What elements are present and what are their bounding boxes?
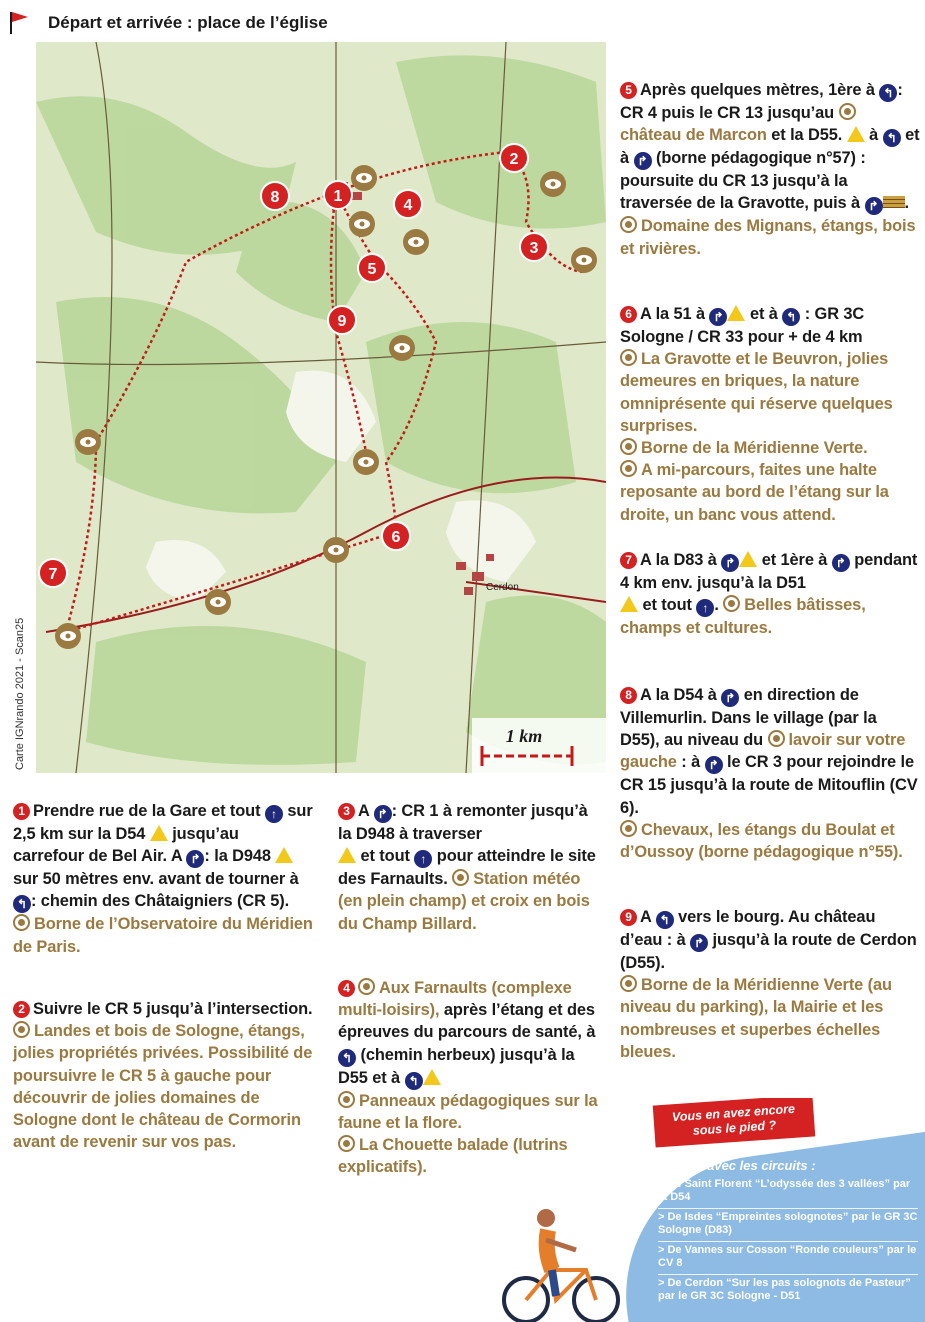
svg-text:4: 4	[403, 197, 413, 214]
straight-arrow-icon: ↑	[414, 850, 432, 868]
eye-icon	[768, 730, 785, 747]
turn-left-icon: ↰	[879, 84, 897, 102]
eye-icon	[540, 171, 566, 197]
svg-text:7: 7	[48, 566, 58, 583]
step-9: 9 A ↰ vers le bourg. Au château d’eau : à ↱ jusqu’à la route de Cerdon (D55). Borne de la Méridienne Verte (au niveau du parking), la Mairie et les nombreuses et superbes échelles bleues.	[620, 908, 917, 1061]
svg-text:8: 8	[270, 189, 280, 206]
circuit-link[interactable]: > De Saint Florent “L’odyssée des 3 vallées” par la D54	[658, 1176, 918, 1209]
turn-right-icon: ↱	[721, 689, 739, 707]
eye-icon	[338, 1091, 355, 1108]
map-marker-5	[358, 254, 386, 282]
turn-left-icon: ↰	[656, 911, 674, 929]
svg-text:6: 6	[391, 529, 401, 546]
svg-text:1 km: 1 km	[505, 726, 543, 746]
map-credit: Carte IGNrando 2021 - Scan25	[14, 617, 26, 770]
circuit-link-list	[658, 1176, 918, 1307]
step-number: 2	[13, 1001, 30, 1018]
straight-arrow-icon: ↑	[265, 805, 283, 823]
step-number: 6	[620, 306, 637, 323]
eye-icon	[338, 1135, 355, 1152]
step-number: 1	[13, 803, 30, 820]
flag-icon	[8, 11, 30, 35]
eye-icon	[571, 247, 597, 273]
warning-icon	[620, 596, 638, 612]
map-marker-6	[382, 522, 410, 550]
eye-icon	[75, 429, 101, 455]
eye-icon	[620, 216, 637, 233]
step-5: 5 Après quelques mètres, 1ère à ↰ : CR 4 puis le CR 13 jusqu’au château de Marcon et la D55. à ↰ et à ↱ (borne pédagogique n°57) : poursuite du CR 13 jusqu’à la traversée de la Gravotte, puis à ↱ . Domaine des Mignans, étangs, bois et rivières.	[620, 81, 920, 258]
eye-icon	[403, 229, 429, 255]
step-number: 8	[620, 687, 637, 704]
step-number: 9	[620, 909, 637, 926]
turn-left-icon: ↰	[13, 895, 31, 913]
step-2: 2 Suivre le CR 5 jusqu’à l’intersection. Landes et bois de Sologne, étangs, jolies propriétés privées. Possibilité de poursuivre le CR 5 à gauche pour découvrir de jolies domaines de Sologne dont le château de Cormorin avant de revenir sur vos pas.	[13, 1000, 313, 1152]
eye-icon	[13, 1021, 30, 1038]
eye-icon	[723, 595, 740, 612]
eye-icon	[205, 589, 231, 615]
svg-text:1: 1	[333, 188, 343, 205]
turn-left-icon: ↰	[782, 308, 800, 326]
svg-text:5: 5	[367, 261, 377, 278]
liaison-heading: Liaison avec les circuits :	[658, 1158, 816, 1173]
step-6: 6 A la 51 à ↱ et à ↰ : GR 3C Sologne / CR 33 pour + de 4 km La Gravotte et le Beuvron, jolies demeures en briques, la nature omniprésente qui réserve quelques surprises. Borne de la Méridienne Verte. A mi-parcours, faites une halte reposante au bord de l’étang sur la droite, un banc vous attend.	[620, 305, 893, 524]
eye-icon	[452, 869, 469, 886]
map-marker-2	[500, 144, 528, 172]
map-marker-9	[328, 306, 356, 334]
step-7: 7 A la D83 à ↱ et 1ère à ↱ pendant 4 km env. jusqu’à la D51 et tout ↑ . Belles bâtisses, champs et cultures.	[620, 551, 918, 638]
svg-text:9: 9	[337, 313, 347, 330]
step-number: 4	[338, 980, 355, 997]
map-marker-1	[324, 181, 352, 209]
step-8: 8 A la D54 à ↱ en direction de Villemurlin. Dans le village (par la D55), au niveau du lavoir sur votre gauche : à ↱ le CR 3 pour rejoindre le CR 15 jusqu’à la route de Mitouflin (CV 6). Chevaux, les étangs du Boulat et d’Oussoy (borne pédagogique n°55).	[620, 686, 918, 862]
warning-icon	[847, 126, 865, 142]
eye-icon	[323, 537, 349, 563]
step-1: 1 Prendre rue de la Gare et tout ↑ sur 2,5 km sur la D54 jusqu’au carrefour de Bel Air. A ↱ : la D948 sur 50 mètres env. avant de tourner à ↰ : chemin des Châtaigniers (CR 5). Borne de l’Observatoire du Méridien de Paris.	[13, 802, 313, 956]
eye-icon	[620, 438, 637, 455]
eye-icon	[839, 103, 856, 120]
eye-icon	[620, 349, 637, 366]
eye-icon	[351, 165, 377, 191]
town-label: Cerdon	[486, 582, 519, 593]
cyclist-illustration	[496, 1200, 626, 1322]
map-marker-7	[39, 559, 67, 587]
svg-text:2: 2	[509, 151, 519, 168]
turn-left-icon: ↰	[405, 1072, 423, 1090]
linked-circuits-panel	[594, 1098, 925, 1322]
map-marker-4	[394, 190, 422, 218]
map-marker-3	[520, 233, 548, 261]
warning-icon	[423, 1069, 441, 1085]
warning-icon	[150, 825, 168, 841]
footbridge-icon	[883, 196, 905, 208]
warning-icon	[275, 847, 293, 863]
eye-icon	[353, 449, 379, 475]
warning-icon	[338, 847, 356, 863]
turn-right-icon: ↱	[186, 850, 204, 868]
circuit-link[interactable]: > De Vannes sur Cosson “Ronde couleurs” par le CV 8	[658, 1242, 918, 1275]
step-number: 3	[338, 803, 355, 820]
turn-right-icon: ↱	[705, 756, 723, 774]
eye-icon	[620, 820, 637, 837]
scale-bar	[472, 718, 606, 773]
turn-right-icon: ↱	[634, 152, 652, 170]
turn-right-icon: ↱	[865, 197, 883, 215]
step-4: 4 Aux Farnaults (complexe multi-loisirs), après l’étang et des épreuves du parcours de santé, à ↰ (chemin herbeux) jusqu’à la D55 et à ↰ Panneaux pédagogiques sur la faune et la flore. La Chouette balade (lutrins explicatifs).	[338, 979, 598, 1177]
turn-right-icon: ↱	[709, 308, 727, 326]
route-map	[36, 42, 606, 773]
step-3: 3 A ↱ : CR 1 à remonter jusqu’à la D948 à traverser et tout ↑ pour atteindre le site des Farnaults. Station météo (en plein champ) et croix en bois du Champ Billard.	[338, 802, 596, 933]
promo-tag: Vous en avez encore sous le pied ?	[653, 1098, 816, 1148]
turn-right-icon: ↱	[690, 934, 708, 952]
eye-icon	[13, 914, 30, 931]
eye-icon	[358, 978, 375, 995]
warning-icon	[739, 551, 757, 567]
step-number: 5	[620, 82, 637, 99]
page-title: Départ et arrivée : place de l’église	[48, 13, 328, 32]
turn-right-icon: ↱	[721, 554, 739, 572]
eye-icon	[620, 460, 637, 477]
eye-icon	[55, 623, 81, 649]
eye-icon	[349, 211, 375, 237]
turn-right-icon: ↱	[374, 805, 392, 823]
turn-left-icon: ↰	[338, 1049, 356, 1067]
map-marker-8	[261, 182, 289, 210]
turn-right-icon: ↱	[832, 554, 850, 572]
straight-arrow-icon: ↑	[696, 599, 714, 617]
svg-text:3: 3	[529, 240, 539, 257]
turn-left-icon: ↰	[883, 129, 901, 147]
eye-icon	[389, 335, 415, 361]
warning-icon	[727, 305, 745, 321]
page-header	[8, 10, 328, 36]
circuit-link[interactable]: > De Isdes “Empreintes solognotes” par le GR 3C Sologne (D83)	[658, 1209, 918, 1242]
step-number: 7	[620, 552, 637, 569]
circuit-link[interactable]: > De Cerdon “Sur les pas solognots de Pasteur” par le GR 3C Sologne - D51	[658, 1277, 911, 1302]
eye-icon	[620, 975, 637, 992]
